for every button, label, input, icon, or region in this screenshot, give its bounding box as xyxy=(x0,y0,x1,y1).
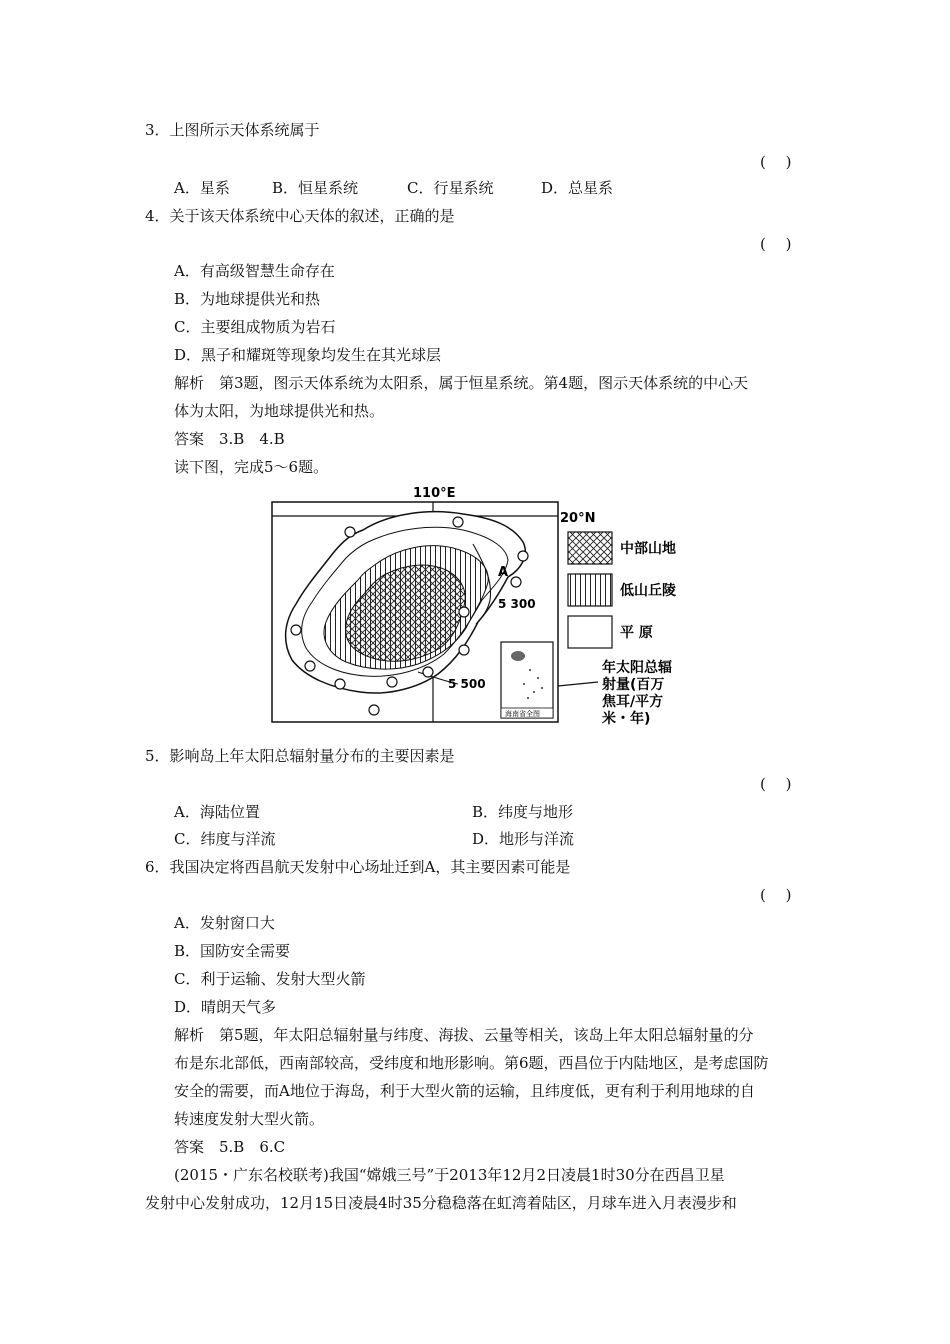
inset-map-frame xyxy=(501,642,553,718)
q3-option-d: D．总星系 xyxy=(541,179,614,197)
q4-option-b: B．为地球提供光和热 xyxy=(174,290,321,308)
q5-option-b: B．纬度与地形 xyxy=(472,803,574,821)
q6-option-b: B．国防安全需要 xyxy=(174,942,291,960)
hainan-map-figure xyxy=(268,482,718,727)
q3-stem: 3．上图所示天体系统属于 xyxy=(145,121,320,139)
answer-2: 答案 5.B 6.C xyxy=(174,1138,286,1156)
passage-line-1: (2015・广东名校联考)我国“嫦娥三号”于2013年12月2日凌晨1时30分在西昌卫星 xyxy=(174,1166,725,1184)
q3-options xyxy=(174,178,613,198)
q6-option-d: D．晴朗天气多 xyxy=(174,998,277,1016)
q3-option-a: A．星系 xyxy=(174,179,230,197)
legend-hills-swatch xyxy=(568,574,612,606)
legend-mountain-swatch xyxy=(568,532,612,564)
q4-stem: 4．关于该天体系统中心天体的叙述，正确的是 xyxy=(145,207,455,225)
analysis-2-line-4: 转速度发射大型火箭。 xyxy=(174,1110,325,1128)
q5-option-d: D．地形与洋流 xyxy=(472,830,575,848)
radiation-leader-line xyxy=(558,682,598,686)
read-prompt: 读下图，完成5～6题。 xyxy=(174,458,329,476)
q5-option-a: A．海陆位置 xyxy=(174,803,260,821)
legend-radiation-line-1: 年太阳总辐 xyxy=(602,660,672,676)
analysis-2-line-2: 布是东北部低，西南部较高，受纬度和地形影响。第6题，西昌位于内陆地区，是考虑国防 xyxy=(174,1054,769,1072)
analysis-2-line-3: 安全的需要，而A地位于海岛，利于大型火箭的运输，且纬度低，更有利于利用地球的自 xyxy=(174,1082,755,1100)
inset-label: 海南省全图 xyxy=(505,710,540,718)
passage-line-2: 发射中心发射成功，12月15日凌晨4时35分稳稳落在虹湾着陆区，月球车进入月表漫步和 xyxy=(145,1194,737,1212)
legend-mountain-label: 中部山地 xyxy=(620,541,676,557)
isoline-label-5500: 5 500 xyxy=(448,677,486,691)
inset-island xyxy=(511,651,525,661)
q3-answer-paren: ( ) xyxy=(760,153,792,171)
longitude-label: 110°E xyxy=(413,486,456,501)
legend-radiation-line-2: 射量(百万 xyxy=(602,677,665,693)
q3-option-b: B．恒星系统 xyxy=(272,179,359,197)
q6-option-a: A．发射窗口大 xyxy=(174,914,275,932)
legend-plain-label: 平 原 xyxy=(620,625,653,641)
q3-option-c: C．行星系统 xyxy=(407,179,494,197)
legend xyxy=(568,532,676,727)
legend-radiation-line-3: 焦耳/平方 xyxy=(602,694,664,710)
legend-hills-label: 低山丘陵 xyxy=(620,583,676,599)
q6-stem: 6．我国决定将西昌航天发射中心场址迁到A，其主要因素可能是 xyxy=(145,858,571,876)
legend-radiation-line-4: 米・年) xyxy=(602,711,651,727)
analysis-1-line-2: 体为太阳，为地球提供光和热。 xyxy=(174,402,385,420)
answer-1: 答案 3.B 4.B xyxy=(174,430,285,448)
latitude-label: 20°N xyxy=(560,511,596,526)
q4-option-d: D．黑子和耀斑等现象均发生在其光球层 xyxy=(174,346,442,364)
q6-answer-paren: ( ) xyxy=(760,886,792,904)
q4-option-a: A．有高级智慧生命存在 xyxy=(174,262,335,280)
isoline-label-5300: 5 300 xyxy=(498,597,536,611)
q5-stem: 5．影响岛上年太阳总辐射量分布的主要因素是 xyxy=(145,747,455,765)
q5-option-c: C．纬度与洋流 xyxy=(174,830,276,848)
point-a-label: A xyxy=(498,565,509,580)
q6-option-c: C．利于运输、发射大型火箭 xyxy=(174,970,366,988)
q4-option-c: C．主要组成物质为岩石 xyxy=(174,318,336,336)
q5-answer-paren: ( ) xyxy=(760,775,792,793)
analysis-2-line-1: 解析 第5题，年太阳总辐射量与纬度、海拔、云量等相关，该岛上年太阳总辐射量的分 xyxy=(174,1026,754,1044)
q4-answer-paren: ( ) xyxy=(760,235,792,253)
legend-plain-swatch xyxy=(568,616,612,648)
analysis-1-line-1: 解析 第3题，图示天体系统为太阳系，属于恒星系统。第4题，图示天体系统的中心天 xyxy=(174,374,749,392)
